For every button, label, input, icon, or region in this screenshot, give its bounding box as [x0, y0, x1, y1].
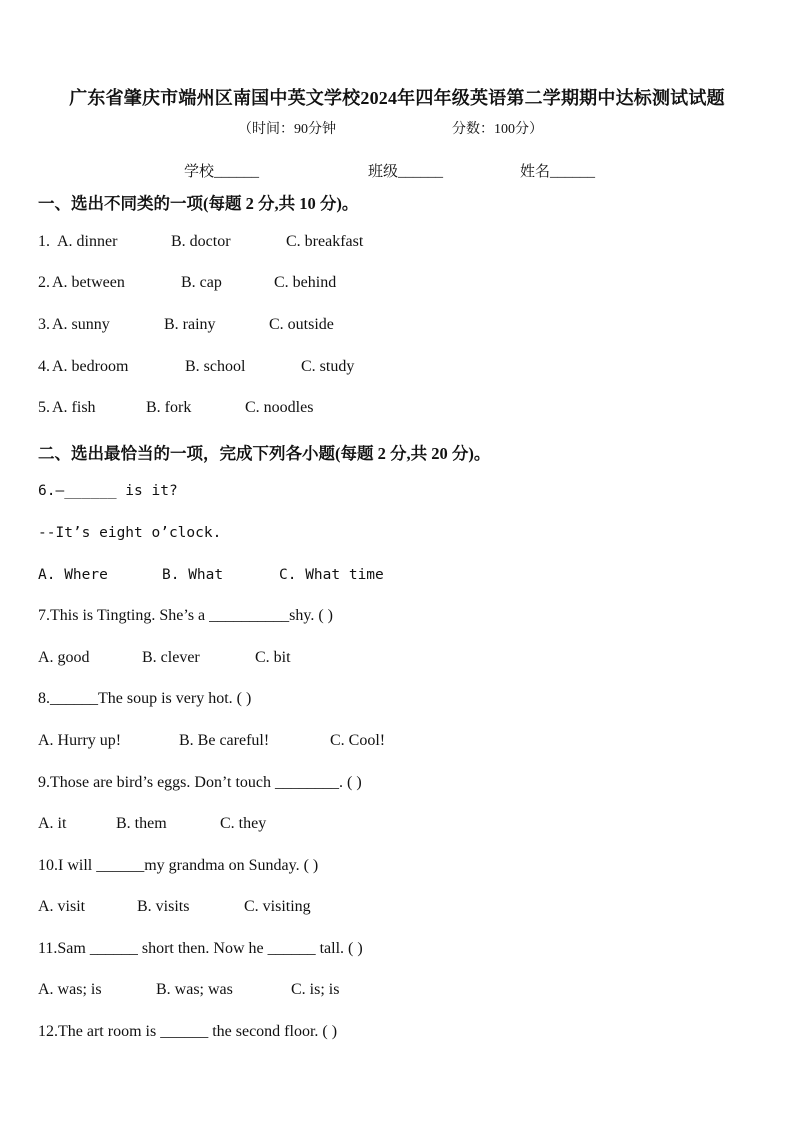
option-b: B. Be careful! [179, 732, 270, 749]
question-6-reply: --It’s eight o’clock. [38, 525, 222, 541]
option-c: C. study [301, 358, 355, 375]
question-1 [38, 233, 364, 251]
option-b: B. school [185, 358, 246, 375]
option-b: B. was; was [156, 981, 233, 998]
option-b: B. What [162, 567, 224, 583]
question-6-options [38, 567, 384, 583]
option-a: A. bedroom [52, 358, 129, 375]
option-b: B. visits [137, 898, 190, 915]
option-a: A. Hurry up! [38, 732, 122, 749]
option-b: B. clever [142, 649, 200, 666]
option-a: A. it [38, 815, 67, 832]
question-11-stem: 11.Sam ______ short then. Now he ______ tall. ( ) [38, 940, 363, 957]
option-a: A. was; is [38, 981, 102, 998]
question-number: 2. [38, 274, 50, 291]
option-a: A. visit [38, 898, 86, 915]
question-7-stem: 7.This is Tingting. She’s a __________shy. ( ) [38, 607, 333, 624]
question-number: 3. [38, 316, 50, 333]
option-a: A. Where [38, 567, 108, 583]
question-10-options [38, 898, 311, 916]
question-11-options [38, 981, 340, 999]
question-number: 4. [38, 358, 50, 375]
option-b: B. cap [181, 274, 222, 291]
option-c: C. visiting [244, 898, 311, 915]
question-8-options [38, 732, 386, 750]
exam-title: 广东省肇庆市端州区南国中英文学校2024年四年级英语第二学期期中达标测试试题 [69, 88, 725, 108]
question-7-options [38, 649, 291, 667]
option-a: A. good [38, 649, 90, 666]
option-b: B. fork [146, 399, 192, 416]
section1-heading: 一、选出不同类的一项(每题 2 分,共 10 分)。 [38, 194, 359, 213]
option-c: C. they [220, 815, 267, 832]
option-a: A. sunny [52, 316, 110, 333]
option-b: B. rainy [164, 316, 216, 333]
name-field: 姓名______ [520, 164, 596, 180]
question-number: 5. [38, 399, 50, 416]
option-c: C. is; is [291, 981, 340, 998]
question-6-stem: 6.—______ is it? [38, 483, 178, 499]
question-3 [38, 316, 334, 334]
section2-heading: 二、选出最恰当的一项，完成下列各小题(每题 2 分,共 20 分)。 [38, 444, 491, 463]
option-b: B. them [116, 815, 167, 832]
option-c: C. What time [279, 567, 384, 583]
option-c: C. bit [255, 649, 291, 666]
option-a: A. fish [52, 399, 96, 416]
question-8-stem: 8.______The soup is very hot. ( ) [38, 690, 252, 707]
option-c: C. Cool! [330, 732, 386, 749]
question-number: 1. [38, 233, 50, 250]
question-9-stem: 9.Those are bird’s eggs. Don’t touch ________. ( ) [38, 774, 362, 791]
option-a: A. between [52, 274, 125, 291]
question-10-stem: 10.I will ______my grandma on Sunday. ( ) [38, 857, 319, 874]
option-c: C. behind [274, 274, 337, 291]
option-a: A. dinner [57, 233, 118, 250]
option-c: C. noodles [245, 399, 314, 416]
option-c: C. breakfast [286, 233, 364, 250]
option-c: C. outside [269, 316, 334, 333]
class-field: 班级______ [368, 164, 444, 180]
question-2 [38, 274, 337, 292]
question-9-options [38, 815, 267, 833]
exam-score: 分数：100分） [452, 122, 543, 137]
question-5 [38, 399, 314, 417]
question-12-stem: 12.The art room is ______ the second floor. ( ) [38, 1023, 338, 1040]
school-field: 学校______ [184, 164, 260, 180]
exam-time: （时间：90分钟 [238, 122, 336, 137]
question-4 [38, 358, 355, 376]
option-b: B. doctor [171, 233, 231, 250]
